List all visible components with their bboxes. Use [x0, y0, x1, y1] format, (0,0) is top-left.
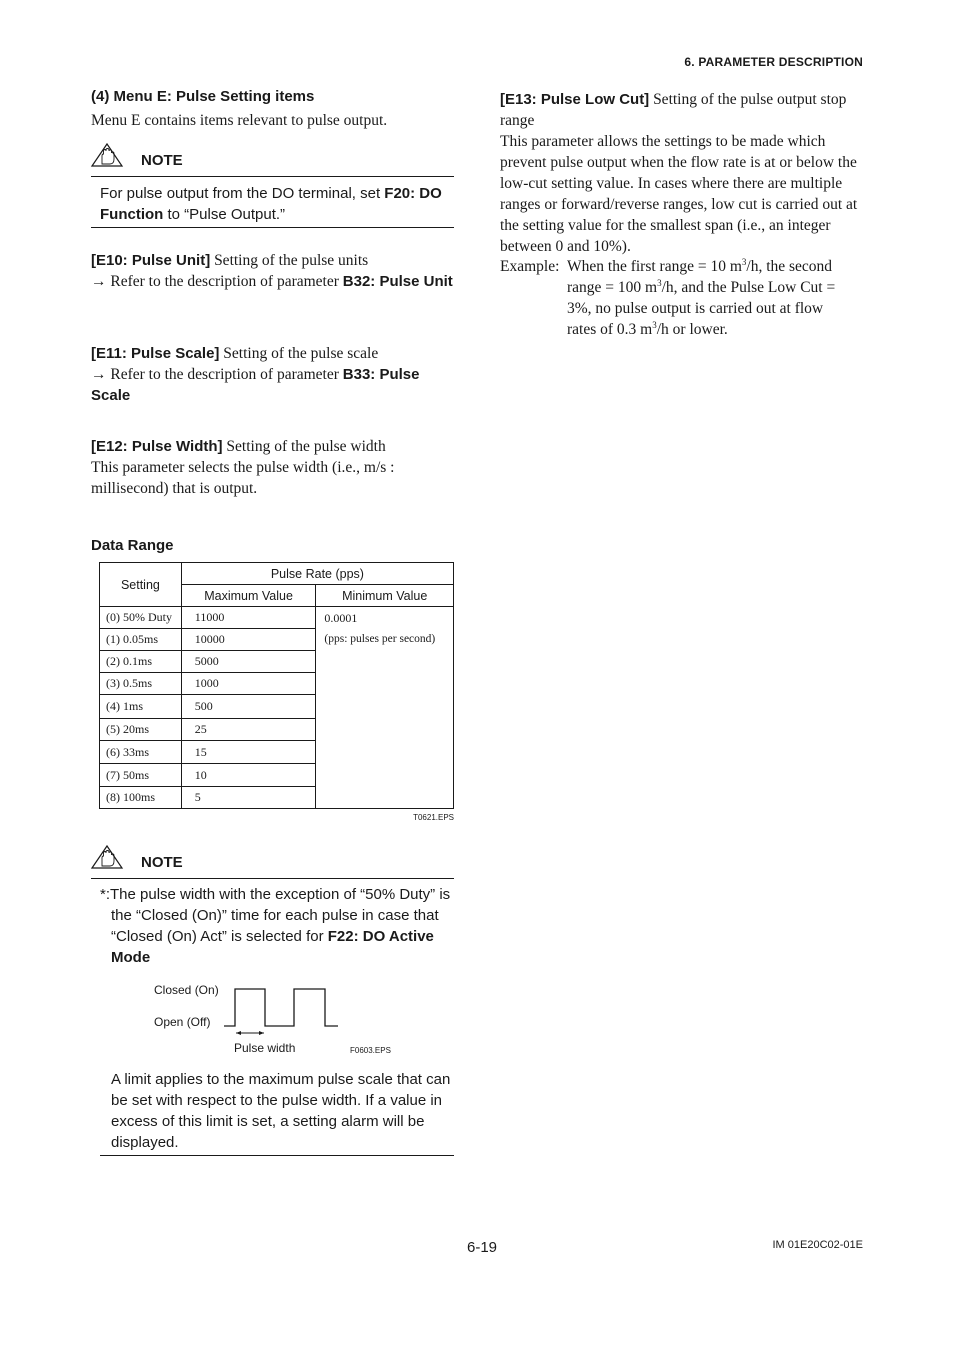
note-label: NOTE [141, 152, 183, 169]
pulse-width-label: Pulse width [234, 1041, 296, 1055]
caution-hand-icon [90, 844, 124, 870]
col-pulse-rate-header: Pulse Rate (pps) [181, 563, 453, 585]
note1-text: For pulse output from the DO terminal, set F20: DO Function to “Pulse Output.” [100, 185, 442, 223]
setting-cell: (1) 0.05ms [100, 629, 182, 651]
data-range-heading: Data Range [91, 537, 174, 554]
table-row [100, 607, 454, 629]
max-cell: 5000 [181, 651, 316, 673]
e13-example: Example: When the first range = 10 $m^3/h$, the second range = 100 $m^3/h$, and the Pulse Low Cut = 3%, no pulse output is carried out at flow rates of 0.3 $m^3/h$ or lower. [500, 256, 836, 338]
e12-block: [E12: Pulse Width] Setting of the pulse width This parameter selects the pulse width (i.e., m/s : millisecond) that is output. [91, 438, 395, 497]
menu-e-intro: Menu E contains items relevant to pulse output. [91, 112, 388, 129]
data-range-table [99, 562, 454, 809]
max-cell: 15 [181, 741, 316, 764]
col-max-header: Maximum Value [181, 585, 316, 607]
setting-cell: (7) 50ms [100, 764, 182, 787]
col-min-header: Minimum Value [316, 585, 454, 607]
setting-cell: (2) 0.1ms [100, 651, 182, 673]
note2-text: *:The pulse width with the exception of “50% Duty” is the “Closed (On)” time for each pulse in case that “Closed (On) Act” is selected for F22: DO Active Mode [100, 886, 451, 966]
min-value-cell: 0.0001 (pps: pulses per second) [316, 607, 454, 809]
limit-text: A limit applies to the maximum pulse scale that can be set with respect to the pulse width. If a value in excess of this limit is set, a setting alarm will be displayed. [111, 1071, 451, 1151]
pulse-waveform-diagram [222, 985, 342, 1040]
table-code: T0621.EPS [413, 813, 454, 822]
max-cell: 1000 [181, 673, 316, 695]
menu-e-heading: (4) Menu E: Pulse Setting items [91, 88, 315, 105]
section-header: 6. PARAMETER DESCRIPTION [684, 55, 863, 69]
setting-cell: (4) 1ms [100, 695, 182, 719]
note-label: NOTE [141, 854, 183, 871]
setting-cell: (8) 100ms [100, 787, 182, 809]
max-cell: 5 [181, 787, 316, 809]
setting-cell: (5) 20ms [100, 719, 182, 741]
open-off-label: Open (Off) [154, 1015, 211, 1029]
note-bottom-rule [91, 227, 454, 228]
caution-hand-icon [90, 142, 124, 168]
max-cell: 25 [181, 719, 316, 741]
doc-id: IM 01E20C02-01E [772, 1239, 863, 1251]
setting-cell: (0) 50% Duty [100, 607, 182, 629]
note-bottom-rule [100, 1155, 454, 1156]
max-cell: 11000 [181, 607, 316, 629]
max-cell: 500 [181, 695, 316, 719]
pps-note: (pps: pulses per second) [324, 633, 436, 645]
page-number: 6-19 [466, 1239, 498, 1256]
max-cell: 10000 [181, 629, 316, 651]
note-top-rule [91, 878, 454, 879]
note-top-rule [91, 176, 454, 177]
e11-block: [E11: Pulse Scale] Setting of the pulse scale → Refer to the description of parameter B33: Pulse Scale [91, 345, 420, 404]
e13-block: [E13: Pulse Low Cut] Setting of the pulse output stop range This parameter allows the settings to be made which prevent pulse output when the flow rate is at or below the low-cut setting value. In cases where there are multiple ranges or forward/reverse ranges, low cut is carried out at the setting value for the smallest span (i.e., an integer between 0 and 10%). [500, 91, 858, 255]
figure-code: F0603.EPS [350, 1046, 391, 1055]
setting-cell: (6) 33ms [100, 741, 182, 764]
setting-cell: (3) 0.5ms [100, 673, 182, 695]
col-setting-header: Setting [100, 563, 182, 607]
max-cell: 10 [181, 764, 316, 787]
e10-block: [E10: Pulse Unit] Setting of the pulse units → Refer to the description of parameter B32: Pulse Unit [91, 252, 453, 290]
closed-on-label: Closed (On) [154, 983, 219, 997]
